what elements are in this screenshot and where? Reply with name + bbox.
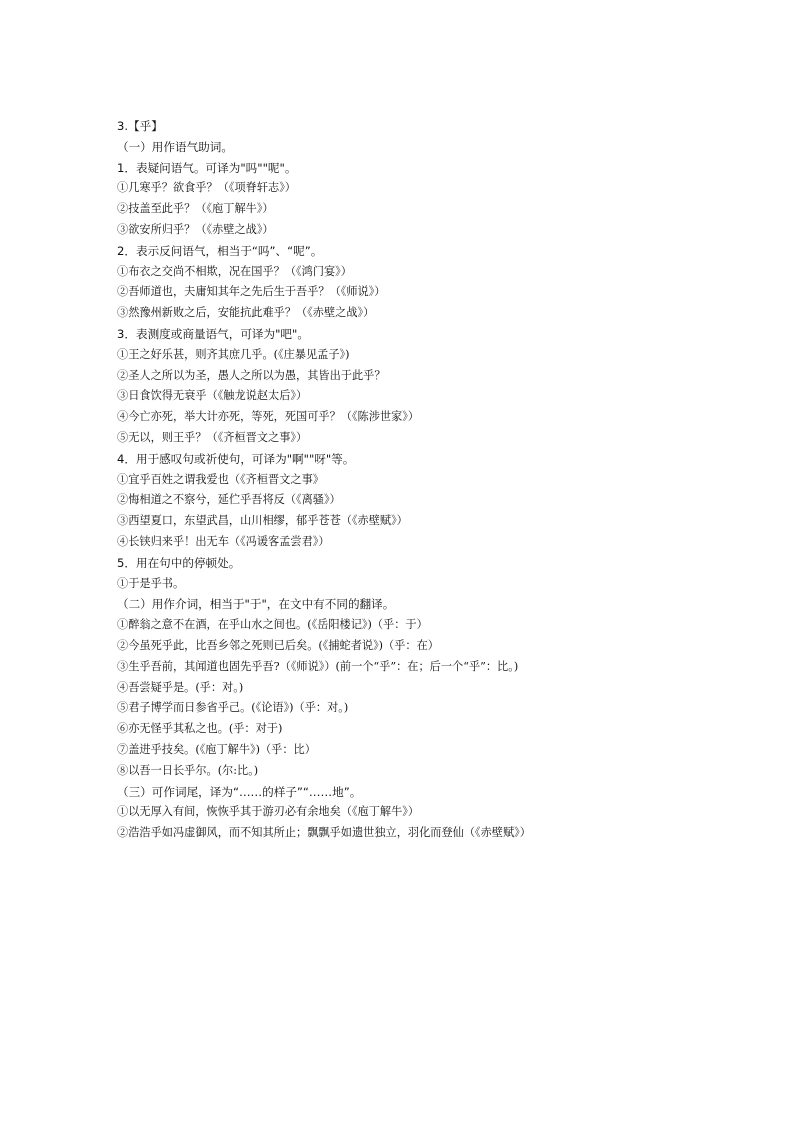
example-line: ②圣人之所以为圣，愚人之所以为愚，其皆出于此乎？ — [117, 368, 386, 382]
example-line: ①王之好乐甚，则齐其庶几乎。(《庄暴见孟子》) — [117, 347, 350, 361]
example-line: ③生乎吾前，其闻道也固先乎吾?（《师说》）(前一个“乎”：在；后一个“乎”：比。) — [117, 659, 519, 673]
section-heading: （二）用作介词，相当于"于"，在文中有不同的翻译。 — [117, 597, 395, 612]
example-line: ①醉翁之意不在酒，在乎山水之间也。(《岳阳楼记》)（乎：于） — [117, 618, 428, 632]
example-line: ③然豫州新败之后，安能抗此难乎？（《赤壁之战》） — [117, 306, 375, 320]
section-heading: （一）用作语气助词。 — [117, 139, 233, 154]
section-heading: 3．表测度或商量语气，可译为"吧"。 — [117, 326, 309, 341]
example-line: ①布衣之交尚不相欺，况在国乎？（《鸿门宴》） — [117, 264, 352, 278]
example-line: ⑦盖进乎技矣。(《庖丁解牛》)（乎：比） — [117, 742, 316, 756]
section-heading: 2．表示反问语气，相当于“吗”、“呢”。 — [117, 243, 323, 258]
section-heading: 5．用在句中的停顿处。 — [117, 555, 241, 570]
example-line: ⑤无以，则王乎？（《齐桓晋文之事》） — [117, 430, 308, 444]
section-heading: 1．表疑问语气。可译为"吗""呢"。 — [117, 160, 297, 175]
example-line: ③欲安所归乎？（《赤壁之战》） — [117, 222, 274, 236]
example-line: ④长铗归来乎！出无车（《冯谖客孟尝君》） — [117, 534, 330, 548]
example-line: ②悔相道之不察兮，延伫乎吾将反（《离骚》） — [117, 493, 341, 507]
example-line: ①几寒乎？欲食乎？（《项脊轩志》） — [117, 181, 296, 195]
document-body — [117, 116, 757, 844]
example-line: ①于是乎书。 — [117, 576, 185, 590]
example-line: ⑧以吾一日长乎尔。(尔:比。) — [117, 763, 259, 777]
example-line: ④吾尝疑乎是。(乎：对。) — [117, 680, 244, 694]
example-line: ③日食饮得无衰乎（《触龙说赵太后》） — [117, 389, 308, 403]
example-line: ②浩浩乎如冯虚御风，而不知其所止；飘飘乎如遗世独立，羽化而登仙（《赤壁赋》） — [117, 826, 531, 840]
section-heading: 4．用于感叹句或祈使句，可译为"啊""呀"等。 — [117, 451, 355, 466]
example-line: ②今虽死乎此，比吾乡邻之死则已后矣。(《捕蛇者说》)（乎：在） — [117, 638, 439, 652]
section-heading: （三）可作词尾，译为“……的样子”“……地”。 — [117, 784, 362, 799]
example-line: ③西望夏口，东望武昌，山川相缪，郁乎苍苍（《赤壁赋》） — [117, 514, 408, 528]
example-line: ②技盖至此乎？（《庖丁解牛》） — [117, 202, 274, 216]
example-line: ①宜乎百姓之谓我爱也（《齐桓晋文之事》 — [117, 472, 324, 486]
example-line: ⑤君子博学而日参省乎己。(《论语》)（乎：对。) — [117, 701, 349, 715]
example-line: ④今亡亦死，举大计亦死，等死，死国可乎？（《陈涉世家》） — [117, 410, 420, 424]
example-line: ②吾师道也，夫庸知其年之先后生于吾乎？（《师说》） — [117, 285, 386, 299]
section-heading: 3.【乎】 — [117, 119, 163, 133]
example-line: ①以无厚入有间，恢恢乎其于游刃必有余地矣（《庖丁解牛》） — [117, 805, 420, 819]
example-line: ⑥亦无怪乎其私之也。(乎：对于) — [117, 722, 283, 736]
